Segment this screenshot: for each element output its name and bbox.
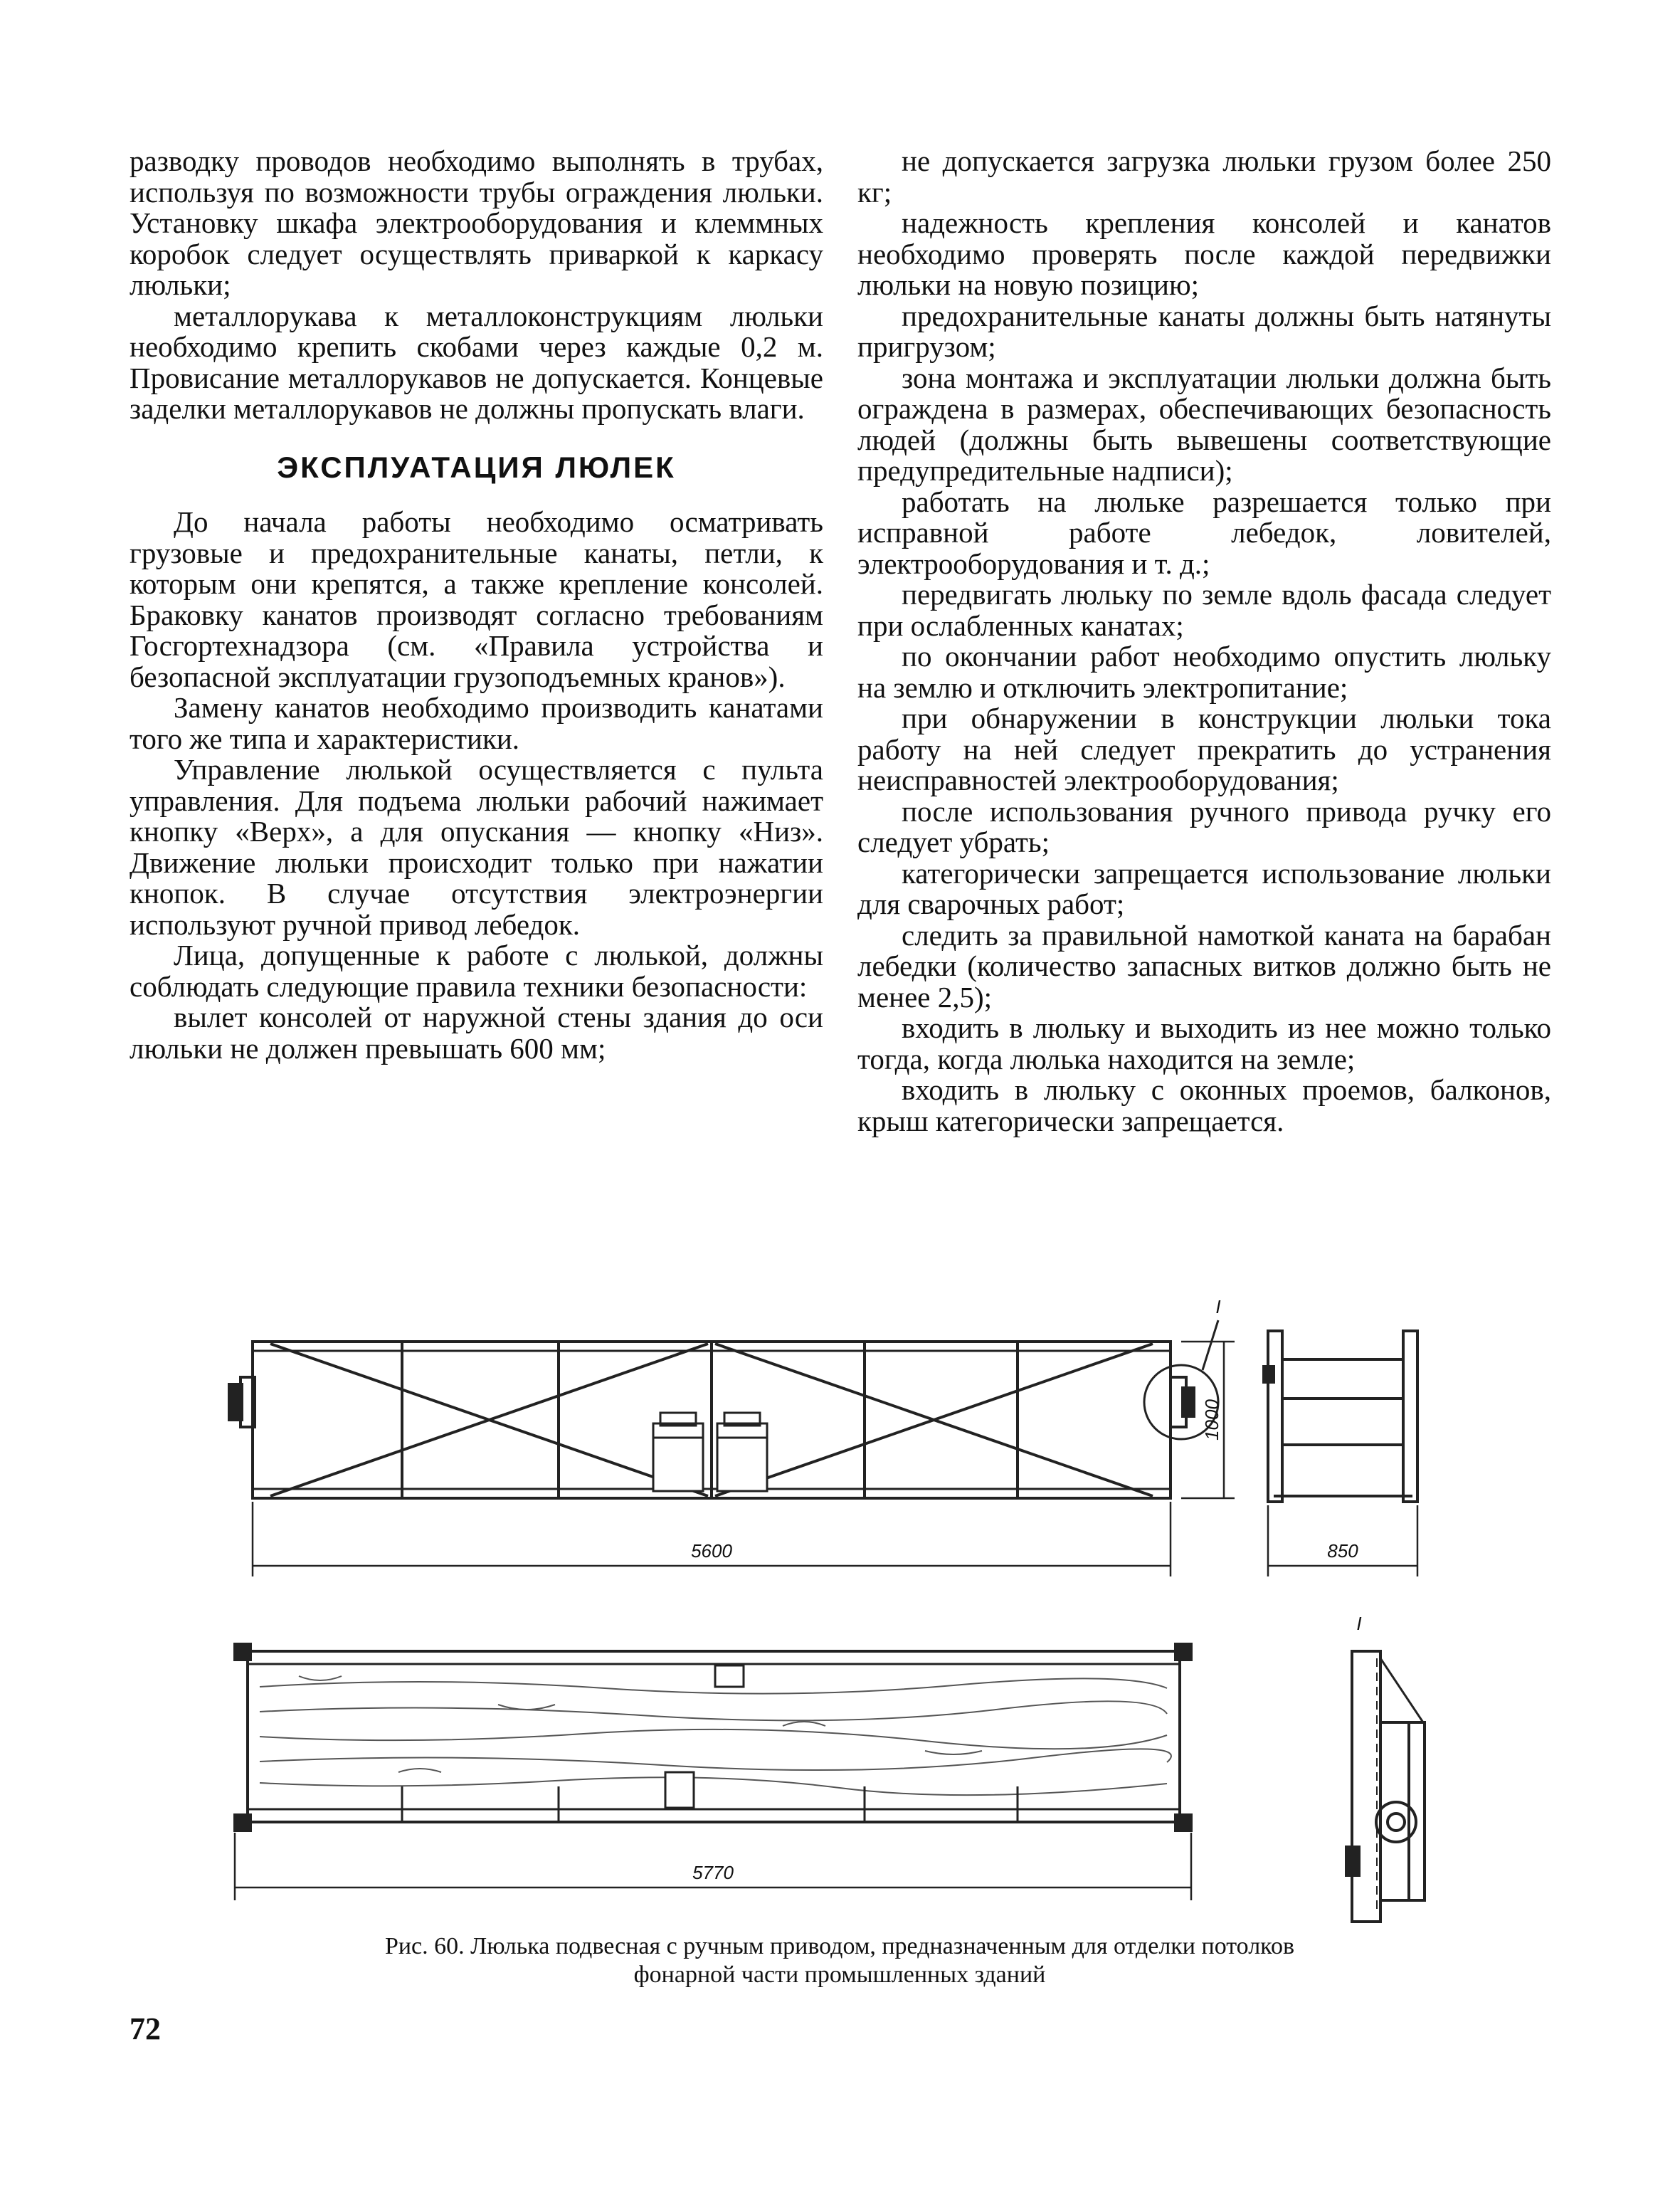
side-view-frame	[1264, 1331, 1417, 1502]
detail-label: I	[1356, 1613, 1362, 1634]
paragraph: Замену канатов необходимо производить канатами того же типа и характеристики.	[130, 691, 823, 755]
front-view-frame	[253, 1342, 1171, 1498]
plan-view-frame	[235, 1644, 1191, 1831]
page-number: 72	[130, 2011, 161, 2046]
paragraph: До начала работы необходимо осматривать грузовые и предохранительные канаты, петли, к которым они крепятся, а также крепление консолей. Браковку канатов производят согласно требованиям Госгортехнадзора (см. «Правила устройства и безопасной эксплуатации грузоподъемных кранов»).	[130, 505, 823, 693]
paragraph: Лица, допущенные к работе с люлькой, должны соблюдать следующие правила техники безопасности:	[130, 939, 823, 1003]
detail-marker: I	[1215, 1296, 1221, 1317]
paragraph: предохранительные канаты должны быть натянуты пригрузом;	[857, 299, 1551, 363]
dim-length-front: 5600	[691, 1540, 732, 1562]
paragraph: металлорукава к металлоконструкциям люльки необходимо крепить скобами через каждые 0,2 м. Провисание металлорукавов не допускается. Концевые заделки металлорукавов не должны пропускать влаги.	[130, 299, 823, 425]
caption-line: Рис. 60. Люлька подвесная с ручным приводом, предназначенным для отделки потолков	[384, 1933, 1295, 1959]
plan-view-crossbars	[402, 1665, 1018, 1822]
paragraph: разводку проводов необходимо выполнять в трубах, используя по возможности трубы ограждения люльки. Установку шкафа электрооборудования и клеммных коробок следует осуществлять приваркой к каркасу люльки;	[130, 144, 823, 301]
section-heading: ЭКСПЛУАТАЦИЯ ЛЮЛЕК	[277, 450, 676, 484]
dim-height: 1000	[1201, 1399, 1222, 1441]
paragraph: зона монтажа и эксплуатации люльки должна быть ограждена в размерах, обеспечивающих безопасность людей (должны быть вывешены соответствующие предупредительные надписи);	[857, 361, 1551, 487]
dim-length-plan: 5770	[692, 1862, 734, 1883]
paragraph: по окончании работ необходимо опустить люльку на землю и отключить электропитание;	[857, 640, 1551, 704]
figure-caption	[235, 1932, 1444, 1989]
paragraph: следить за правильной намоткой каната на барабан лебедки (количество запасных витков должно быть не менее 2,5);	[857, 918, 1551, 1013]
paragraph: входить в люльку с оконных проемов, балконов, крыш категорически запрещается.	[857, 1073, 1551, 1137]
paragraph: входить в люльку и выходить из нее можно только тогда, когда люлька находится на земле;	[857, 1011, 1551, 1075]
detail-view	[1346, 1651, 1425, 1922]
paragraph: не допускается загрузка люльки грузом более 250 кг;	[857, 144, 1551, 209]
paragraph: вылет консолей от наружной стены здания до оси люльки не должен превышать 600 мм;	[130, 1001, 823, 1065]
paragraph: передвигать люльку по земле вдоль фасада следует при ослабленных канатах;	[857, 578, 1551, 642]
paragraph: при обнаружении в конструкции люльки тока работу на ней следует прекратить до устранения неисправностей электрооборудования;	[857, 702, 1551, 796]
paragraph: категорически запрещается использование люльки для сварочных работ;	[857, 856, 1551, 920]
paragraph: надежность крепления консолей и канатов необходимо проверять после каждой передвижки люльки на новую позицию;	[857, 206, 1551, 301]
caption-line: фонарной части промышленных зданий	[633, 1962, 1046, 1988]
plan-view-planking	[260, 1676, 1171, 1795]
paragraph: после использования ручного привода ручку его следует убрать;	[857, 794, 1551, 858]
paragraph: работать на люльке разрешается только при исправной работе лебедок, ловителей, электрооборудования и т. д.;	[857, 485, 1551, 580]
paragraph: Управление люлькой осуществляется с пульта управления. Для подъема люльки рабочий нажимает кнопку «Верх», а для опускания — кнопку «Низ». Движение люльки происходит только при нажатии кнопок. В случае отсутствия электроэнергии используют ручной привод лебедок.	[130, 753, 823, 941]
dim-width-side: 850	[1327, 1540, 1358, 1562]
